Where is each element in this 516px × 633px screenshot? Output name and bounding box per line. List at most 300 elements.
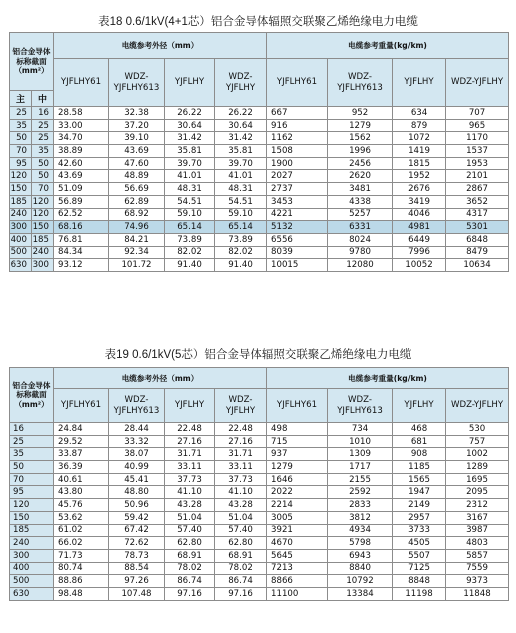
weight-cell: 3921 <box>267 524 328 537</box>
table-row <box>10 524 509 537</box>
weight-cell: 4803 <box>446 537 509 550</box>
diameter-cell: 37.73 <box>215 473 267 486</box>
weight-cell: 8866 <box>267 575 328 588</box>
cross-section-cell: 25 <box>32 119 54 132</box>
weight-cell: 8848 <box>393 575 446 588</box>
table-row <box>10 461 509 474</box>
diameter-cell: 107.48 <box>109 587 165 600</box>
weight-cell: 2149 <box>393 499 446 512</box>
weight-cell: 11848 <box>446 587 509 600</box>
diameter-cell: 33.87 <box>54 448 109 461</box>
diameter-cell: 54.51 <box>165 195 215 208</box>
diameter-group-header: 电缆参考外径（mm） <box>54 33 267 59</box>
weight-cell: 5798 <box>328 537 393 550</box>
table-row <box>10 423 509 436</box>
cross-section-cell: 35 <box>10 448 54 461</box>
diameter-cell: 43.69 <box>54 170 109 183</box>
cross-section-cell: 70 <box>32 183 54 196</box>
diameter-cell: 76.81 <box>54 233 109 246</box>
weight-group-header: 电缆参考重量(kg/km) <box>267 368 509 389</box>
weight-cell: 1002 <box>446 448 509 461</box>
diameter-cell: 22.48 <box>165 423 215 436</box>
weight-cell: 8039 <box>267 246 328 259</box>
diameter-cell: 73.89 <box>215 233 267 246</box>
cross-section-cell: 120 <box>32 195 54 208</box>
weight-cell: 1815 <box>393 157 446 170</box>
table-row <box>10 233 509 246</box>
weight-cell: 1565 <box>393 473 446 486</box>
weight-cell: 3733 <box>393 524 446 537</box>
table-row <box>10 435 509 448</box>
diameter-cell: 72.62 <box>109 537 165 550</box>
cross-section-cell: 50 <box>10 132 32 145</box>
weight-cell: 3987 <box>446 524 509 537</box>
weight-cell: 5507 <box>393 549 446 562</box>
table-row <box>10 549 509 562</box>
diameter-cell: 98.48 <box>54 587 109 600</box>
weight-cell: 4934 <box>328 524 393 537</box>
diameter-cell: 43.69 <box>109 145 165 158</box>
diameter-cell: 26.22 <box>215 107 267 120</box>
col-header: YJFLHY61 <box>54 389 109 423</box>
weight-cell: 11100 <box>267 587 328 600</box>
diameter-cell: 97.16 <box>215 587 267 600</box>
weight-cell: 2101 <box>446 170 509 183</box>
col-header: WDZ-YJFLHY613 <box>328 59 393 107</box>
diameter-cell: 31.42 <box>165 132 215 145</box>
weight-cell: 6331 <box>328 221 393 234</box>
diameter-cell: 45.41 <box>109 473 165 486</box>
diameter-cell: 54.51 <box>215 195 267 208</box>
diameter-cell: 56.69 <box>109 183 165 196</box>
diameter-cell: 93.12 <box>54 259 109 272</box>
table-row <box>10 157 509 170</box>
table-row <box>10 208 509 221</box>
weight-cell: 2592 <box>328 486 393 499</box>
diameter-cell: 35.81 <box>165 145 215 158</box>
weight-cell: 10052 <box>393 259 446 272</box>
weight-cell: 6943 <box>328 549 393 562</box>
col-header: YJFLHY <box>393 389 446 423</box>
weight-cell: 2456 <box>328 157 393 170</box>
cross-section-cell: 16 <box>10 423 54 436</box>
diameter-cell: 84.21 <box>109 233 165 246</box>
weight-cell: 2095 <box>446 486 509 499</box>
weight-cell: 13384 <box>328 587 393 600</box>
cross-section-cell: 35 <box>32 145 54 158</box>
diameter-cell: 84.34 <box>54 246 109 259</box>
diameter-cell: 42.60 <box>54 157 109 170</box>
diameter-cell: 68.91 <box>165 549 215 562</box>
weight-cell: 6449 <box>393 233 446 246</box>
diameter-cell: 38.07 <box>109 448 165 461</box>
weight-cell: 9780 <box>328 246 393 259</box>
diameter-cell: 39.70 <box>165 157 215 170</box>
diameter-cell: 68.92 <box>109 208 165 221</box>
diameter-cell: 59.42 <box>109 511 165 524</box>
diameter-cell: 48.80 <box>109 486 165 499</box>
diameter-cell: 43.80 <box>54 486 109 499</box>
col-header: WDZ-YJFLHY613 <box>328 389 393 423</box>
diameter-cell: 62.80 <box>215 537 267 550</box>
table-row <box>10 183 509 196</box>
diameter-cell: 56.89 <box>54 195 109 208</box>
weight-cell: 952 <box>328 107 393 120</box>
cross-section-cell: 25 <box>10 107 32 120</box>
cross-section-cell: 185 <box>32 233 54 246</box>
diameter-cell: 41.10 <box>215 486 267 499</box>
weight-cell: 5257 <box>328 208 393 221</box>
weight-cell: 1072 <box>393 132 446 145</box>
cross-section-cell: 70 <box>10 145 32 158</box>
diameter-cell: 88.54 <box>109 562 165 575</box>
weight-cell: 1279 <box>328 119 393 132</box>
weight-cell: 2022 <box>267 486 328 499</box>
cross-section-cell: 500 <box>10 575 54 588</box>
diameter-cell: 51.04 <box>215 511 267 524</box>
weight-cell: 4338 <box>328 195 393 208</box>
diameter-cell: 41.01 <box>165 170 215 183</box>
weight-cell: 1162 <box>267 132 328 145</box>
diameter-cell: 38.89 <box>54 145 109 158</box>
diameter-cell: 48.31 <box>165 183 215 196</box>
weight-cell: 1309 <box>328 448 393 461</box>
weight-cell: 3453 <box>267 195 328 208</box>
weight-cell: 908 <box>393 448 446 461</box>
weight-cell: 3812 <box>328 511 393 524</box>
cross-section-cell: 150 <box>10 511 54 524</box>
diameter-cell: 57.40 <box>165 524 215 537</box>
weight-cell: 734 <box>328 423 393 436</box>
weight-cell: 4317 <box>446 208 509 221</box>
diameter-cell: 65.14 <box>165 221 215 234</box>
weight-cell: 634 <box>393 107 446 120</box>
table-row <box>10 132 509 145</box>
diameter-cell: 97.16 <box>165 587 215 600</box>
table-row <box>10 473 509 486</box>
col-header: YJFLHY <box>165 389 215 423</box>
diameter-cell: 73.89 <box>165 233 215 246</box>
diameter-cell: 51.09 <box>54 183 109 196</box>
diameter-cell: 28.58 <box>54 107 109 120</box>
cross-section-cell: 240 <box>10 537 54 550</box>
diameter-cell: 30.64 <box>215 119 267 132</box>
weight-group-header: 电缆参考重量(kg/km) <box>267 33 509 59</box>
weight-cell: 2027 <box>267 170 328 183</box>
conductor-section-header: 铝合金导体 标称截面 （mm²） <box>10 368 54 423</box>
weight-cell: 916 <box>267 119 328 132</box>
diameter-cell: 91.40 <box>165 259 215 272</box>
diameter-cell: 91.40 <box>215 259 267 272</box>
diameter-cell: 78.02 <box>165 562 215 575</box>
weight-cell: 7559 <box>446 562 509 575</box>
weight-cell: 757 <box>446 435 509 448</box>
diameter-cell: 53.62 <box>54 511 109 524</box>
table-row <box>10 448 509 461</box>
weight-cell: 6556 <box>267 233 328 246</box>
diameter-cell: 43.28 <box>165 499 215 512</box>
weight-cell: 5645 <box>267 549 328 562</box>
table-row <box>10 575 509 588</box>
weight-cell: 7996 <box>393 246 446 259</box>
weight-cell: 3419 <box>393 195 446 208</box>
weight-cell: 4981 <box>393 221 446 234</box>
weight-cell: 1419 <box>393 145 446 158</box>
cross-section-cell: 185 <box>10 195 32 208</box>
weight-cell: 530 <box>446 423 509 436</box>
table-row <box>10 562 509 575</box>
cross-section-cell: 630 <box>10 587 54 600</box>
diameter-cell: 33.11 <box>215 461 267 474</box>
col-header: WDZ-YJFLHY613 <box>109 389 165 423</box>
cross-section-cell: 95 <box>10 157 32 170</box>
diameter-cell: 41.01 <box>215 170 267 183</box>
weight-cell: 4670 <box>267 537 328 550</box>
diameter-cell: 57.40 <box>215 524 267 537</box>
diameter-cell: 92.34 <box>109 246 165 259</box>
weight-cell: 1947 <box>393 486 446 499</box>
weight-cell: 1695 <box>446 473 509 486</box>
weight-cell: 4046 <box>393 208 446 221</box>
weight-cell: 879 <box>393 119 446 132</box>
diameter-cell: 36.39 <box>54 461 109 474</box>
weight-cell: 3167 <box>446 511 509 524</box>
cross-section-cell: 95 <box>10 486 54 499</box>
weight-cell: 1996 <box>328 145 393 158</box>
weight-cell: 5132 <box>267 221 328 234</box>
conductor-section-header: 铝合金导体 标称截面 （mm²） <box>10 33 54 91</box>
weight-cell: 10634 <box>446 259 509 272</box>
col-header: YJFLHY61 <box>267 389 328 423</box>
cross-section-cell: 50 <box>32 170 54 183</box>
table-row <box>10 259 509 272</box>
cross-section-cell: 50 <box>32 157 54 170</box>
diameter-cell: 78.02 <box>215 562 267 575</box>
diameter-cell: 31.42 <box>215 132 267 145</box>
diameter-cell: 86.74 <box>165 575 215 588</box>
cross-section-cell: 120 <box>10 170 32 183</box>
diameter-cell: 62.80 <box>165 537 215 550</box>
weight-cell: 9373 <box>446 575 509 588</box>
cross-section-cell: 300 <box>10 549 54 562</box>
diameter-cell: 68.91 <box>215 549 267 562</box>
diameter-cell: 47.60 <box>109 157 165 170</box>
weight-cell: 12080 <box>328 259 393 272</box>
diameter-cell: 40.61 <box>54 473 109 486</box>
table19 <box>9 367 509 601</box>
weight-cell: 1900 <box>267 157 328 170</box>
diameter-cell: 33.00 <box>54 119 109 132</box>
table-row <box>10 486 509 499</box>
diameter-cell: 37.73 <box>165 473 215 486</box>
cross-section-cell: 150 <box>10 183 32 196</box>
weight-cell: 2676 <box>393 183 446 196</box>
diameter-cell: 68.16 <box>54 221 109 234</box>
weight-cell: 965 <box>446 119 509 132</box>
cross-section-cell: 50 <box>10 461 54 474</box>
weight-cell: 2867 <box>446 183 509 196</box>
weight-cell: 8479 <box>446 246 509 259</box>
col-header: YJFLHY <box>393 59 446 107</box>
col-header: YJFLHY61 <box>54 59 109 107</box>
table19-caption: 表19 0.6/1kV(5芯）铝合金导体辐照交联聚乙烯绝缘电力电缆 <box>104 349 412 361</box>
diameter-cell: 67.42 <box>109 524 165 537</box>
col-header: WDZ-YJFLHY <box>215 59 267 107</box>
weight-cell: 8024 <box>328 233 393 246</box>
weight-cell: 1185 <box>393 461 446 474</box>
diameter-cell: 101.72 <box>109 259 165 272</box>
diameter-group-header: 电缆参考外径（mm） <box>54 368 267 389</box>
col-header: YJFLHY <box>165 59 215 107</box>
diameter-cell: 71.73 <box>54 549 109 562</box>
weight-cell: 3652 <box>446 195 509 208</box>
diameter-cell: 39.70 <box>215 157 267 170</box>
diameter-cell: 39.10 <box>109 132 165 145</box>
diameter-cell: 65.14 <box>215 221 267 234</box>
cross-section-cell: 185 <box>10 524 54 537</box>
weight-cell: 1289 <box>446 461 509 474</box>
diameter-cell: 97.26 <box>109 575 165 588</box>
weight-cell: 7213 <box>267 562 328 575</box>
diameter-cell: 45.76 <box>54 499 109 512</box>
table-row <box>10 107 509 120</box>
table-row <box>10 587 509 600</box>
main-core-header: 主 <box>10 91 32 107</box>
diameter-cell: 31.71 <box>165 448 215 461</box>
diameter-cell: 82.02 <box>215 246 267 259</box>
table-row <box>10 511 509 524</box>
cross-section-cell: 35 <box>10 119 32 132</box>
diameter-cell: 30.64 <box>165 119 215 132</box>
table-row <box>10 221 509 234</box>
table-row <box>10 145 509 158</box>
diameter-cell: 48.31 <box>215 183 267 196</box>
neutral-core-header: 中 <box>32 91 54 107</box>
cross-section-cell: 70 <box>10 473 54 486</box>
col-header: WDZ-YJFLHY613 <box>109 59 165 107</box>
table-row <box>10 170 509 183</box>
col-header: WDZ-YJFLHY <box>215 389 267 423</box>
diameter-cell: 28.44 <box>109 423 165 436</box>
weight-cell: 1952 <box>393 170 446 183</box>
diameter-cell: 62.52 <box>54 208 109 221</box>
diameter-cell: 33.11 <box>165 461 215 474</box>
table18-caption: 表18 0.6/1kV(4+1芯）铝合金导体辐照交联聚乙烯绝缘电力电缆 <box>98 16 418 28</box>
weight-cell: 681 <box>393 435 446 448</box>
weight-cell: 11198 <box>393 587 446 600</box>
col-header: YJFLHY61 <box>267 59 328 107</box>
col-header: WDZ-YJFLHY <box>446 389 509 423</box>
weight-cell: 2312 <box>446 499 509 512</box>
weight-cell: 2833 <box>328 499 393 512</box>
diameter-cell: 78.73 <box>109 549 165 562</box>
cross-section-cell: 16 <box>32 107 54 120</box>
weight-cell: 498 <box>267 423 328 436</box>
table-row <box>10 537 509 550</box>
diameter-cell: 59.10 <box>215 208 267 221</box>
diameter-cell: 74.96 <box>109 221 165 234</box>
diameter-cell: 27.16 <box>165 435 215 448</box>
diameter-cell: 26.22 <box>165 107 215 120</box>
cross-section-cell: 630 <box>10 259 32 272</box>
diameter-cell: 51.04 <box>165 511 215 524</box>
weight-cell: 5301 <box>446 221 509 234</box>
weight-cell: 4505 <box>393 537 446 550</box>
cross-section-cell: 25 <box>10 435 54 448</box>
weight-cell: 2155 <box>328 473 393 486</box>
diameter-cell: 50.96 <box>109 499 165 512</box>
weight-cell: 707 <box>446 107 509 120</box>
weight-cell: 1953 <box>446 157 509 170</box>
diameter-cell: 62.89 <box>109 195 165 208</box>
cross-section-cell: 240 <box>32 246 54 259</box>
diameter-cell: 43.28 <box>215 499 267 512</box>
table-row <box>10 499 509 512</box>
weight-cell: 2214 <box>267 499 328 512</box>
weight-cell: 3481 <box>328 183 393 196</box>
table-row <box>10 195 509 208</box>
weight-cell: 7125 <box>393 562 446 575</box>
weight-cell: 5857 <box>446 549 509 562</box>
cross-section-cell: 400 <box>10 562 54 575</box>
diameter-cell: 22.48 <box>215 423 267 436</box>
weight-cell: 1537 <box>446 145 509 158</box>
weight-cell: 2737 <box>267 183 328 196</box>
cross-section-cell: 150 <box>32 221 54 234</box>
cross-section-cell: 25 <box>32 132 54 145</box>
cross-section-cell: 120 <box>32 208 54 221</box>
cross-section-cell: 240 <box>10 208 32 221</box>
diameter-cell: 34.70 <box>54 132 109 145</box>
weight-cell: 8840 <box>328 562 393 575</box>
table18 <box>9 32 509 272</box>
diameter-cell: 82.02 <box>165 246 215 259</box>
diameter-cell: 31.71 <box>215 448 267 461</box>
cross-section-cell: 120 <box>10 499 54 512</box>
weight-cell: 3005 <box>267 511 328 524</box>
weight-cell: 667 <box>267 107 328 120</box>
weight-cell: 2620 <box>328 170 393 183</box>
weight-cell: 1170 <box>446 132 509 145</box>
diameter-cell: 32.38 <box>109 107 165 120</box>
weight-cell: 4221 <box>267 208 328 221</box>
diameter-cell: 41.10 <box>165 486 215 499</box>
diameter-cell: 24.84 <box>54 423 109 436</box>
weight-cell: 1010 <box>328 435 393 448</box>
weight-cell: 1562 <box>328 132 393 145</box>
weight-cell: 468 <box>393 423 446 436</box>
weight-cell: 10015 <box>267 259 328 272</box>
diameter-cell: 88.86 <box>54 575 109 588</box>
table-row <box>10 119 509 132</box>
weight-cell: 10792 <box>328 575 393 588</box>
diameter-cell: 27.16 <box>215 435 267 448</box>
diameter-cell: 35.81 <box>215 145 267 158</box>
weight-cell: 715 <box>267 435 328 448</box>
cross-section-cell: 400 <box>10 233 32 246</box>
diameter-cell: 33.32 <box>109 435 165 448</box>
diameter-cell: 66.02 <box>54 537 109 550</box>
cross-section-cell: 300 <box>32 259 54 272</box>
col-header: WDZ-YJFLHY <box>446 59 509 107</box>
weight-cell: 2957 <box>393 511 446 524</box>
diameter-cell: 61.02 <box>54 524 109 537</box>
cross-section-cell: 300 <box>10 221 32 234</box>
diameter-cell: 40.99 <box>109 461 165 474</box>
weight-cell: 1646 <box>267 473 328 486</box>
diameter-cell: 59.10 <box>165 208 215 221</box>
diameter-cell: 86.74 <box>215 575 267 588</box>
